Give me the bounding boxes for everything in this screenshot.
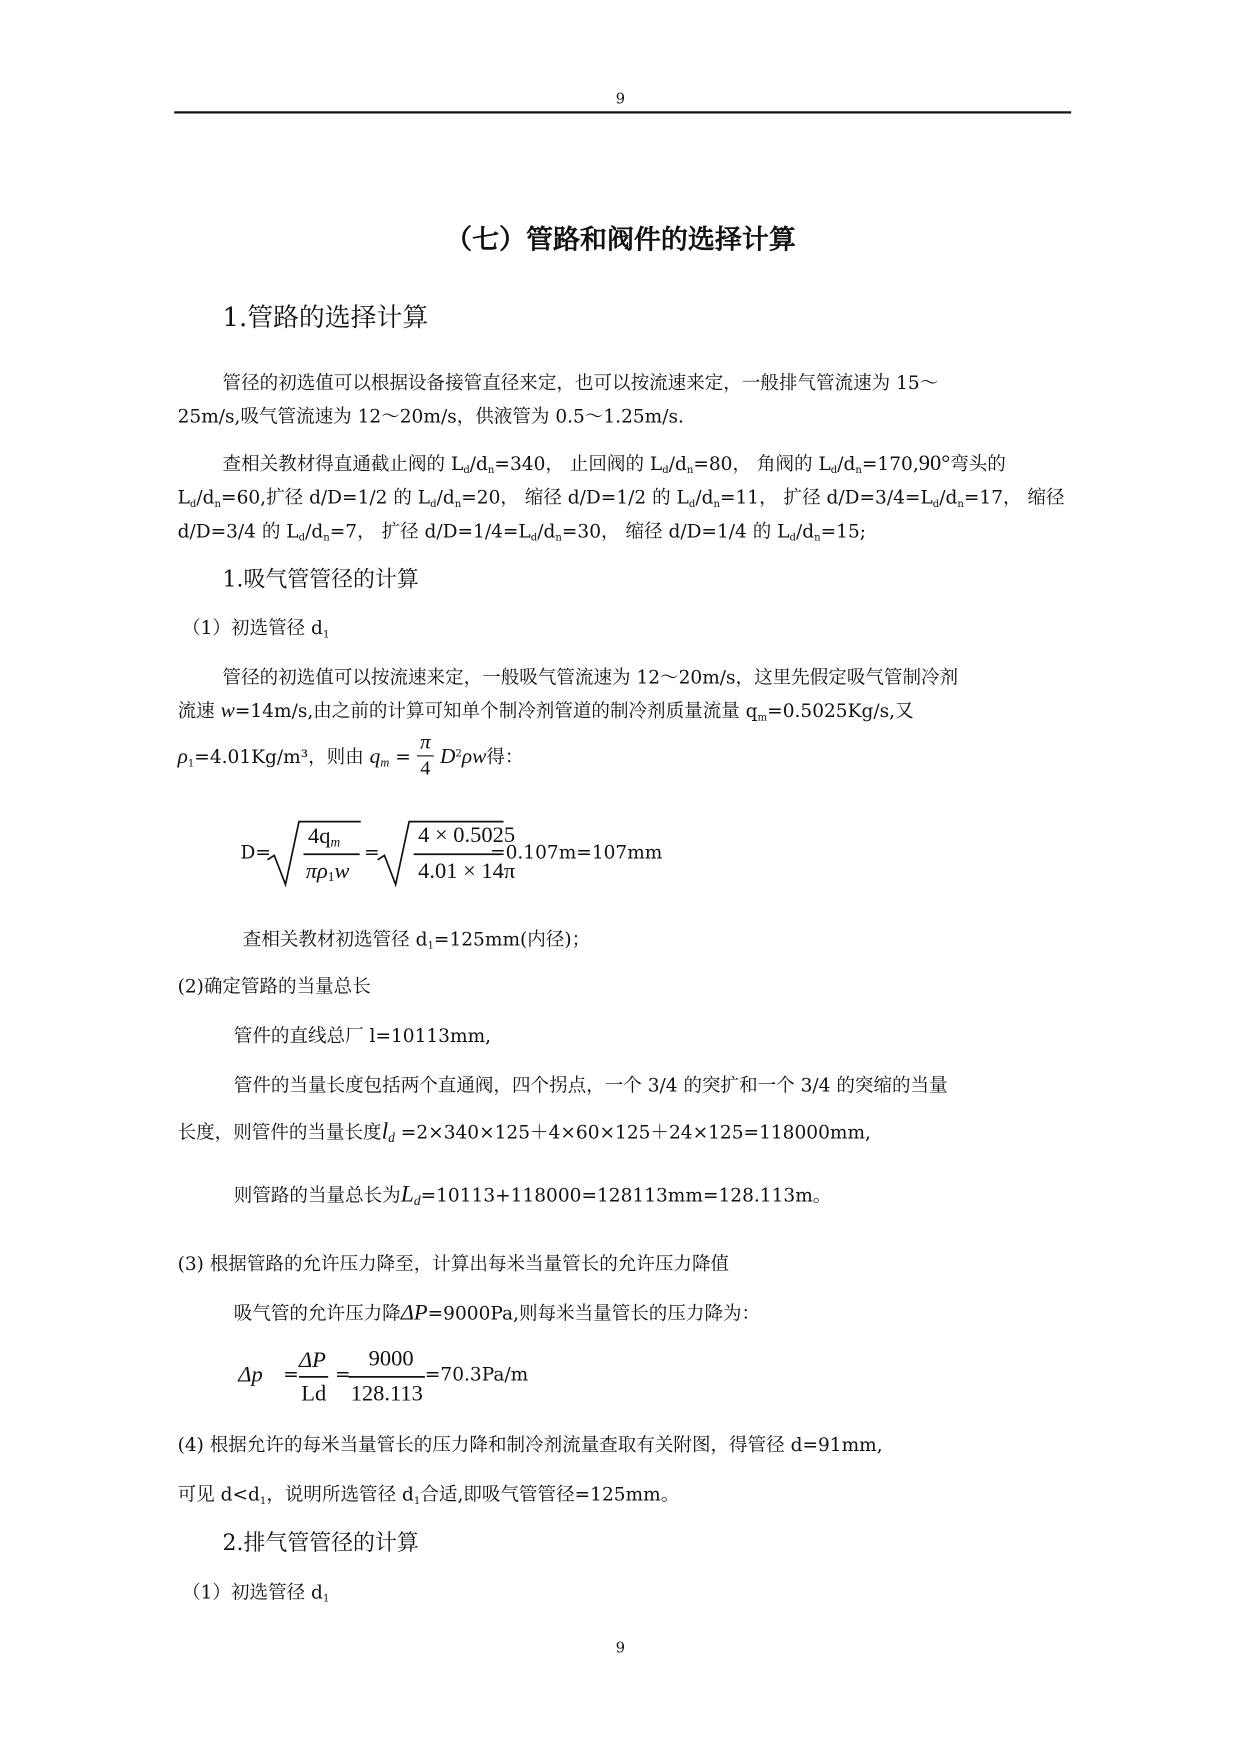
discharge-step1: （1）初选管径 $d_1$ [182,1581,330,1606]
para2-line3: d/D=3/4 的 $L_d/d_n=7$， 扩径 $d/D=1/4=L_d/d_n=30$， 缩径 d/D=1/4 的 $L_d/d_n=15$; [177,520,867,545]
suction-step3: (3) 根据管路的允许压力降至，计算出每米当量管长的允许压力降值 [177,1253,730,1275]
section-title: （七）管路和阀件的选择计算 [445,222,796,256]
heading-discharge-pipe: 2.排气管管径的计算 [222,1529,419,1556]
suction-para-line2: 流速 w=14m/s,由之前的计算可知单个制冷剂管道的制冷剂质量流量 $q_m=0.5025Kg/s$,又 [177,699,914,724]
para2-line2: $L_d/d_n=60$,扩径 d/D=1/2 的 $L_d/d_n=20$， 缩径 d/D=1/2 的 $L_d/d_n=11$， 扩径 $d/D=3/4=L_d/d_n=17$， 缩径 [177,486,1065,511]
suction-para-line3: $\rho_1=4.01Kg/m^3$，则由 $q_m$ = $\frac{\pi}{4}$ $D^2\rho w$得： [177,730,524,779]
suction-conclusion: 可见 $d<d_1$，说明所选管径 $d_1$合适,即吸气管管径=125mm。 [177,1483,680,1508]
initial-diameter-selection: 查相关教材初选管径 $d_1=125mm$(内径)； [242,928,591,953]
suction-para-line1: 管径的初选值可以按流速来定，一般吸气管流速为 12～20m/s，这里先假定吸气管制冷剂 [222,666,959,688]
diameter-result: =0.107m=107mm [490,841,663,864]
equiv-length-line2: 长度，则管件的当量长度$l_d =2\times 340\times 125+4\times 60\times 125+24\times 125=118000mm$, [177,1117,871,1146]
header-rule [174,111,1071,113]
para2-line1: 查相关教材得直通截止阀的 $L_d/d_n=340$， 止回阀的 $L_d/d_n=80$， 角阀的 $L_d/d_n=170,90^\circ$弯头的 [222,450,1006,477]
fraction-num-2: 4 × 0.5025 [418,822,516,848]
para1-line2: 25m/s,吸气管流速为 12～20m/s，供液管为 0.5～1.25m/s. [177,405,684,428]
suction-step1: （1）初选管径 $d_1$ [182,617,330,641]
heading-suction-pipe: 1.吸气管管径的计算 [222,566,419,593]
fraction-den-1: $\pi\rho_1w$ [305,858,350,885]
document-page: 9 （七）管路和阀件的选择计算 1.管路的选择计算 管径的初选值可以根据设备接管直径来定，也可以按流速来定，一般排气管流速为 15～ 25m/s,吸气管流速为 12～20m/s，供液管为 0.5～1.25m/s. 查相关教材得直通截止阀的 $L_d/d_n=340$， 止回阀的 $L_d/d_n=80$， 角阀的 $L_d/d_n=170,90^\circ$弯头的 $L_d/d_n=60$,扩径 d/D=1/2 的 $L_d/d_n=20$， 缩径 d/D=1/2 的 $L_d/d_n=11$， 扩径 $d/D=3/4=L_d/d_n=17$， 缩径 d/D=3/4 的 $L_d/d_n=7$， 扩径 $d/D=1/4=L_d/d_n=30$， 缩径 d/D=1/4 的 $L_d/d_n=15$; 1.吸气管管径的计算 （1）初选管径 $d_1$ 管径的初选值可以按流速来定，一般吸气管流速为 12～20m/s，这里先假定吸气管制冷剂 流速 w=14m/s,由之前的计算可知单个制冷剂管道的制冷剂质量流量 $q_m=0.5025Kg/s$,又 $\rho_1=4.01Kg/m^3$，则由 $q_m$ = $\frac{\pi}{4}$ $D^2\rho w$得： D= $4q_m$ $\pi\rho_1w$ = 4 × 0.5025 4.01 × 14π =0.107m=107mm 查相关教材初选管径 $d_1=125mm$(内径)； (2)确定管路的当量总长 管件的直线总厂 l=10113mm, 管件的当量长度包括两个直通阀，四个拐点，一个 3/4 的突扩和一个 3/4 的突缩的当量 长度，则管件的当量长度$l_d =2\times 340\times 125+4\times 60\times 125+24\times 125=118000mm$, 则管路的当量总长为$L_d=10113+118000=128113mm=128.113m$。 (3) 根据管路的允许压力降至，计算出每米当量管长的允许压力降值 吸气管的允许压力降ΔP=9000Pa,则每米当量管长的压力降为： Δp = ΔP Ld = 9000 128.113 =70.3Pa/m (4) 根据允许的每米当量管长的压力降和制冷剂流量查取有关附图，得管径 d=91mm, 可见 $d<d_1$，说明所选管径 $d_1$合适,即吸气管管径=125mm。 2.排气管管径的计算 （1）初选管径 $d_1$ 9 [0,0,1241,1753]
footer-page-number: 9 [615,1639,626,1657]
pi-over-4-fraction: $\frac{\pi}{4}$ [417,731,434,780]
suction-step2: (2)确定管路的当量总长 [177,975,371,997]
equiv-length-line1: 管件的当量长度包括两个直通阀，四个拐点，一个 3/4 的突扩和一个 3/4 的突缩的当量 [233,1074,948,1096]
header-page-number: 9 [615,91,626,108]
equiv-total-length: 则管路的当量总长为$L_d=10113+118000=128113mm=128.113m$。 [233,1180,832,1209]
suction-step4: (4) 根据允许的每米当量管长的压力降和制冷剂流量查取有关附图，得管径 d=91mm, [177,1434,883,1456]
fraction-num-1: $4q_m$ [307,823,341,850]
pressure-drop-result: =70.3Pa/m [424,1363,529,1385]
para1-line1: 管径的初选值可以根据设备接管直径来定，也可以按流速来定，一般排气管流速为 15～ [222,372,939,394]
allowed-pressure-drop: 吸气管的允许压力降ΔP=9000Pa,则每米当量管长的压力降为： [233,1300,761,1326]
straight-length: 管件的直线总厂 l=10113mm, [233,1025,492,1047]
fraction-den-2: 4.01 × 14π [418,858,516,884]
heading-pipe-selection: 1.管路的选择计算 [222,303,429,333]
